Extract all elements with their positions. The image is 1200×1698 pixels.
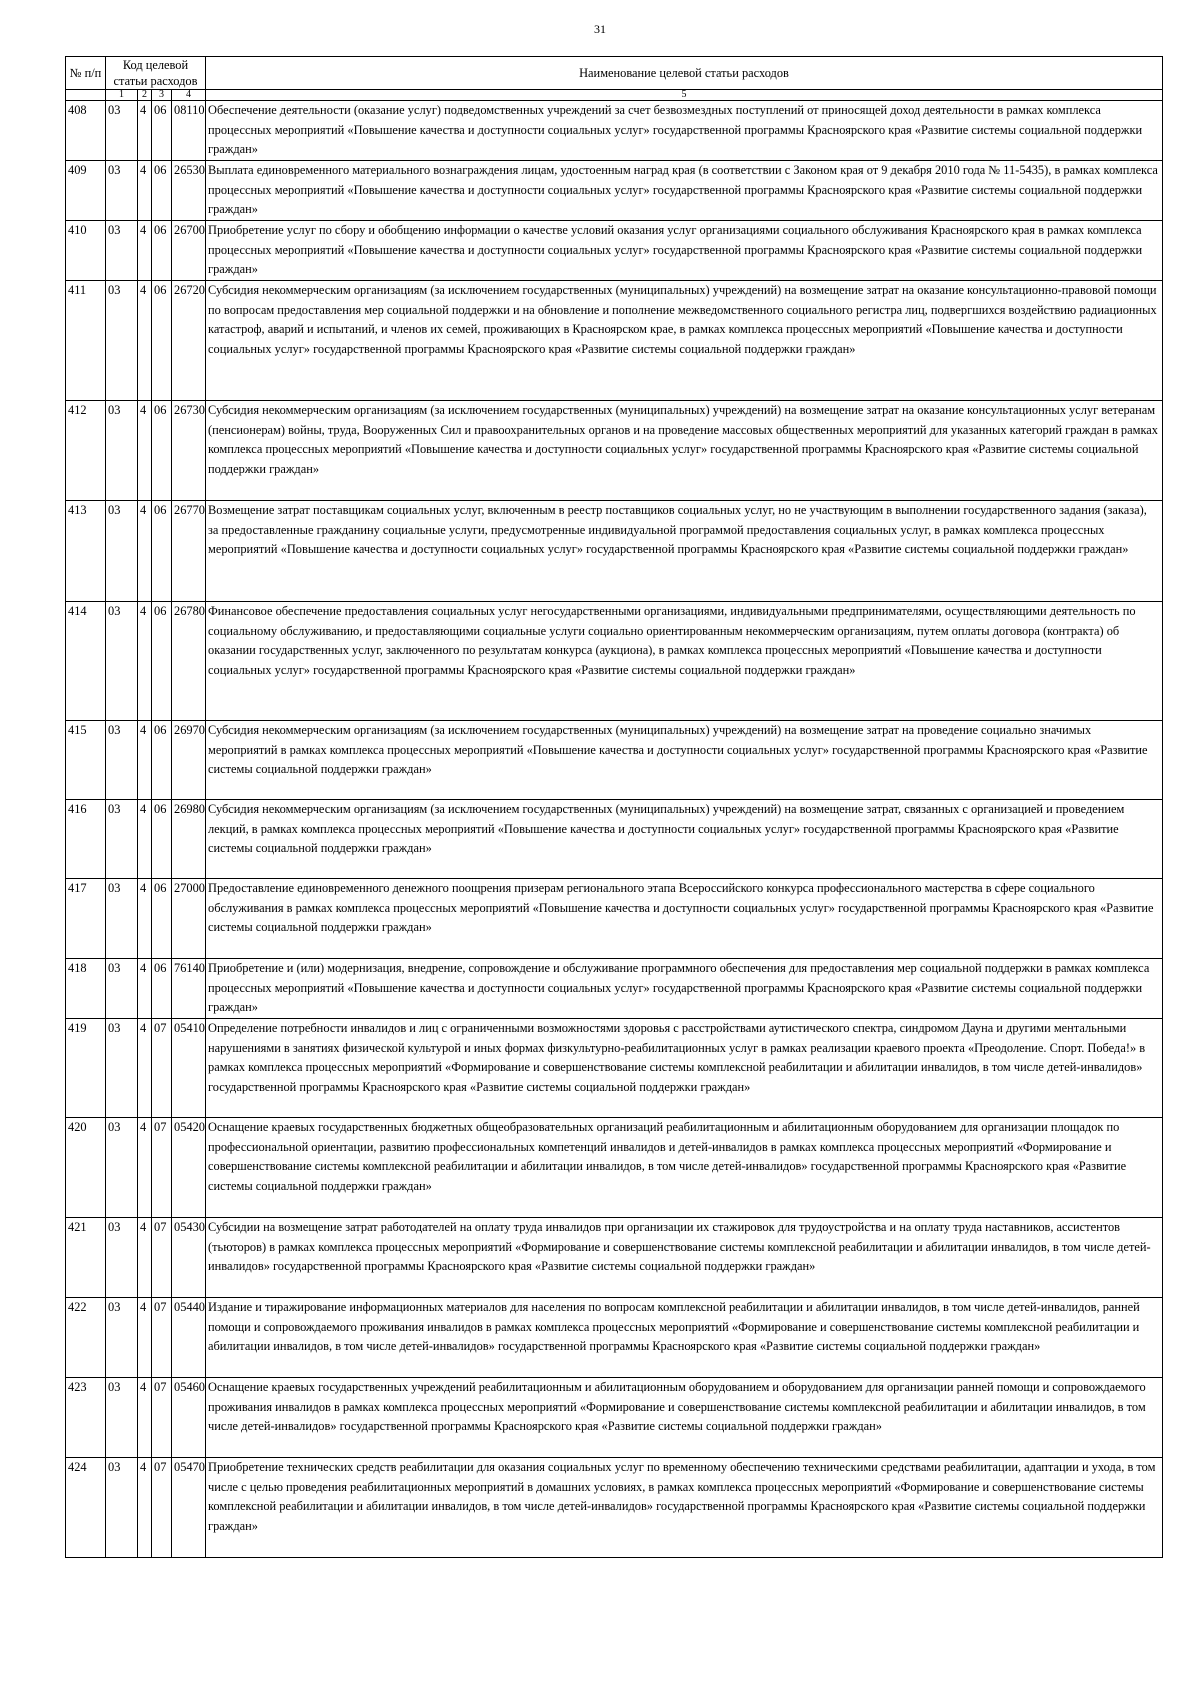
code-direction: 05430 [172,1218,206,1298]
code-program: 03 [106,959,138,1019]
row-number: 411 [66,281,106,401]
table-row [66,281,1163,401]
code-direction: 76140 [172,959,206,1019]
code-program: 03 [106,800,138,879]
code-type: 4 [138,959,152,1019]
column-number: 3 [152,90,172,101]
code-complex: 07 [152,1019,172,1118]
table-row [66,879,1163,959]
code-program: 03 [106,501,138,602]
code-complex: 07 [152,1458,172,1558]
row-number: 409 [66,161,106,221]
table-row [66,1298,1163,1378]
code-complex: 06 [152,721,172,800]
code-type: 4 [138,161,152,221]
row-number: 416 [66,800,106,879]
expense-name: Субсидия некоммерческим организациям (за исключением государственных (муниципальных) учреждений) на возмещение затрат на оказание консультационных услуг ветеранам (пенсионерам) войны, труда, Вооруженных Сил и правоохранительных органов и на проведение массовых общественных мероприятий для указанных категорий граждан в рамках комплекса процессных мероприятий «Повышение качества и доступности социальных услуг» государственной программы Красноярского края «Развитие системы социальной поддержки граждан» [206,401,1163,501]
row-number: 414 [66,602,106,721]
column-number: 5 [206,90,1163,101]
expense-name: Субсидия некоммерческим организациям (за исключением государственных (муниципальных) учреждений) на возмещение затрат, связанных с организацией и проведением лекций, в рамках комплекса процессных мероприятий «Повышение качества и доступности социальных услуг» государственной программы Красноярского края «Развитие системы социальной поддержки граждан» [206,800,1163,879]
code-direction: 27000 [172,879,206,959]
table-header-row [66,57,1163,90]
row-number: 413 [66,501,106,602]
expense-name: Субсидии на возмещение затрат работодателей на оплату труда инвалидов при организации их стажировок для трудоустройства и на оплату труда наставников, ассистентов (тьюторов) в рамках комплекса процессных мероприятий «Формирование и совершенствование системы комплексной реабилитации и абилитации инвалидов, в том числе детей-инвалидов» государственной программы Красноярского края «Развитие системы социальной поддержки граждан» [206,1218,1163,1298]
expense-name: Определение потребности инвалидов и лиц с ограниченными возможностями здоровья с расстройствами аутистического спектра, синдромом Дауна и другими ментальными нарушениями в занятиях физической культурой и иных формах физкультурно-реабилитационных услуг в рамках реализации краевого проекта «Преодоление. Спорт. Победа!» в рамках комплекса процессных мероприятий «Формирование и совершенствование системы комплексной реабилитации и абилитации инвалидов, в том числе детей-инвалидов» государственной программы Красноярского края «Развитие системы социальной поддержки граждан» [206,1019,1163,1118]
table-row [66,101,1163,161]
expense-name: Предоставление единовременного денежного поощрения призерам регионального этапа Всероссийского конкурса профессионального мастерства в сфере социального обслуживания в рамках комплекса процессных мероприятий «Повышение качества и доступности социальных услуг» государственной программы Красноярского края «Развитие системы социальной поддержки граждан» [206,879,1163,959]
code-direction: 26770 [172,501,206,602]
header-no: № п/п [66,57,106,90]
code-type: 4 [138,281,152,401]
expense-name: Возмещение затрат поставщикам социальных услуг, включенным в реестр поставщиков социальных услуг, но не участвующим в выполнении государственного задания (заказа), за предоставленные гражданину социальные услуги, предусмотренные индивидуальной программой предоставления социальных услуг, в рамках комплекса процессных мероприятий «Повышение качества и доступности социальных услуг» государственной программы Красноярского края «Развитие системы социальной поддержки граждан» [206,501,1163,602]
table-row [66,1019,1163,1118]
table-row [66,1378,1163,1458]
code-program: 03 [106,401,138,501]
code-type: 4 [138,221,152,281]
row-number: 408 [66,101,106,161]
code-direction: 05460 [172,1378,206,1458]
expense-name: Приобретение услуг по сбору и обобщению информации о качестве условий оказания услуг организациями социального обслуживания Красноярского края в рамках комплекса процессных мероприятий «Повышение качества и доступности социальных услуг» государственной программы Красноярского края «Развитие системы социальной поддержки граждан» [206,221,1163,281]
expense-name: Обеспечение деятельности (оказание услуг) подведомственных учреждений за счет безвозмездных поступлений от приносящей доход деятельности в рамках комплекса процессных мероприятий «Повышение качества и доступности социальных услуг» государственной программы Красноярского края «Развитие системы социальной поддержки граждан» [206,101,1163,161]
code-type: 4 [138,1118,152,1218]
header-name: Наименование целевой статьи расходов [206,57,1163,90]
code-complex: 07 [152,1298,172,1378]
code-program: 03 [106,879,138,959]
code-type: 4 [138,1378,152,1458]
code-type: 4 [138,602,152,721]
code-complex: 07 [152,1118,172,1218]
column-number: 2 [138,90,152,101]
code-type: 4 [138,501,152,602]
target-expense-table [65,56,1163,1558]
expense-name: Издание и тиражирование информационных материалов для населения по вопросам комплексной реабилитации и абилитации инвалидов, в том числе детей-инвалидов, ранней помощи и сопровождаемого проживания инвалидов в рамках комплекса процессных мероприятий «Формирование и совершенствование системы комплексной реабилитации и абилитации инвалидов, в том числе детей-инвалидов» государственной программы Красноярского края «Развитие системы социальной поддержки граждан» [206,1298,1163,1378]
column-number: 1 [106,90,138,101]
row-number: 418 [66,959,106,1019]
table-row [66,602,1163,721]
column-number-row [66,90,1163,101]
code-type: 4 [138,1458,152,1558]
expense-name: Субсидия некоммерческим организациям (за исключением государственных (муниципальных) учреждений) на возмещение затрат на оказание консультационно-правовой помощи по вопросам предоставления мер социальной поддержки и на обновление и пополнение межведомственного социального регистра лиц, подвергшихся воздействию радиационных катастроф, аварий и испытаний, и членов их семей, проживающих в Красноярском крае, в рамках комплекса процессных мероприятий «Повышение качества и доступности социальных услуг» государственной программы Красноярского края «Развитие системы социальной поддержки граждан» [206,281,1163,401]
code-direction: 26730 [172,401,206,501]
expense-name: Финансовое обеспечение предоставления социальных услуг негосударственными организациями, индивидуальными предпринимателями, осуществляющими деятельность по социальному обслуживанию, и предоставляющими социальные услуги социально ориентированным некоммерческим организациям, путем оплаты договора (контракта) об оказании государственных услуг, заключенного по результатам конкурса (аукциона), в рамках комплекса процессных мероприятий «Повышение качества и доступности социальных услуг» государственной программы Красноярского края «Развитие системы социальной поддержки граждан» [206,602,1163,721]
page-number: 31 [594,22,606,36]
code-complex: 06 [152,959,172,1019]
expense-name: Субсидия некоммерческим организациям (за исключением государственных (муниципальных) учреждений) на возмещение затрат на проведение социально значимых мероприятий в рамках комплекса процессных мероприятий «Повышение качества и доступности социальных услуг» государственной программы Красноярского края «Развитие системы социальной поддержки граждан» [206,721,1163,800]
expense-name: Оснащение краевых государственных бюджетных общеобразовательных организаций реабилитационным и абилитационным оборудованием для организации площадок по профессиональной ориентации, развитию профессиональных компетенций инвалидов и детей-инвалидов в рамках комплекса процессных мероприятий «Формирование и совершенствование системы комплексной реабилитации и абилитации инвалидов, в том числе детей-инвалидов» государственной программы Красноярского края «Развитие системы социальной поддержки граждан» [206,1118,1163,1218]
code-direction: 05470 [172,1458,206,1558]
code-program: 03 [106,1019,138,1118]
code-direction: 26720 [172,281,206,401]
code-complex: 06 [152,879,172,959]
table-row [66,161,1163,221]
expense-name: Приобретение и (или) модернизация, внедрение, сопровождение и обслуживание программного обеспечения для предоставления мер социальной поддержки в рамках комплекса процессных мероприятий «Повышение качества и доступности социальных услуг» государственной программы Красноярского края «Развитие системы социальной поддержки граждан» [206,959,1163,1019]
code-program: 03 [106,101,138,161]
row-number: 422 [66,1298,106,1378]
code-complex: 06 [152,161,172,221]
code-program: 03 [106,1118,138,1218]
row-number: 419 [66,1019,106,1118]
row-number: 417 [66,879,106,959]
code-program: 03 [106,1298,138,1378]
row-number: 410 [66,221,106,281]
code-type: 4 [138,879,152,959]
code-complex: 06 [152,501,172,602]
row-number: 415 [66,721,106,800]
code-program: 03 [106,602,138,721]
code-type: 4 [138,401,152,501]
code-type: 4 [138,1019,152,1118]
code-complex: 06 [152,101,172,161]
code-direction: 05420 [172,1118,206,1218]
code-complex: 06 [152,221,172,281]
row-number: 421 [66,1218,106,1298]
expense-name: Оснащение краевых государственных учреждений реабилитационным и абилитационным оборудованием и оборудованием для организации ранней помощи и сопровождаемого проживания инвалидов в рамках комплекса процессных мероприятий «Формирование и совершенствование системы комплексной реабилитации и абилитации инвалидов, в том числе детей-инвалидов» государственной программы Красноярского края «Развитие системы социальной поддержки граждан» [206,1378,1163,1458]
code-program: 03 [106,721,138,800]
code-direction: 26970 [172,721,206,800]
table-row [66,800,1163,879]
table-row [66,501,1163,602]
code-complex: 06 [152,401,172,501]
table-row [66,1118,1163,1218]
row-number: 423 [66,1378,106,1458]
expense-name: Приобретение технических средств реабилитации для оказания социальных услуг по временному обеспечению техническими средствами реабилитации, адаптации и ухода, в том числе с целью проведения реабилитационных мероприятий в домашних условиях, в рамках комплекса процессных мероприятий «Формирование и совершенствование системы комплексной реабилитации и абилитации инвалидов, в том числе детей-инвалидов» государственной программы Красноярского края «Развитие системы социальной поддержки граждан» [206,1458,1163,1558]
header-code: Код целевой статьи расходов [106,57,206,90]
code-program: 03 [106,161,138,221]
code-complex: 06 [152,800,172,879]
code-type: 4 [138,800,152,879]
code-direction: 05410 [172,1019,206,1118]
code-program: 03 [106,1378,138,1458]
code-type: 4 [138,721,152,800]
table-row [66,1218,1163,1298]
code-program: 03 [106,1458,138,1558]
table-row [66,959,1163,1019]
column-number [66,90,106,101]
column-number: 4 [172,90,206,101]
table-row [66,721,1163,800]
expense-name: Выплата единовременного материального вознаграждения лицам, удостоенным наград края (в соответствии с Законом края от 9 декабря 2010 года № 11-5435), в рамках комплекса процессных мероприятий «Повышение качества и доступности социальных услуг» государственной программы Красноярского края «Развитие системы социальной поддержки граждан» [206,161,1163,221]
code-direction: 08110 [172,101,206,161]
row-number: 424 [66,1458,106,1558]
code-type: 4 [138,101,152,161]
code-direction: 05440 [172,1298,206,1378]
table-row [66,401,1163,501]
code-direction: 26780 [172,602,206,721]
table-row [66,1458,1163,1558]
code-program: 03 [106,1218,138,1298]
row-number: 420 [66,1118,106,1218]
code-direction: 26530 [172,161,206,221]
code-complex: 06 [152,602,172,721]
code-direction: 26700 [172,221,206,281]
code-type: 4 [138,1298,152,1378]
code-complex: 07 [152,1378,172,1458]
code-program: 03 [106,221,138,281]
code-complex: 07 [152,1218,172,1298]
code-direction: 26980 [172,800,206,879]
table-row [66,221,1163,281]
code-complex: 06 [152,281,172,401]
row-number: 412 [66,401,106,501]
code-program: 03 [106,281,138,401]
code-type: 4 [138,1218,152,1298]
